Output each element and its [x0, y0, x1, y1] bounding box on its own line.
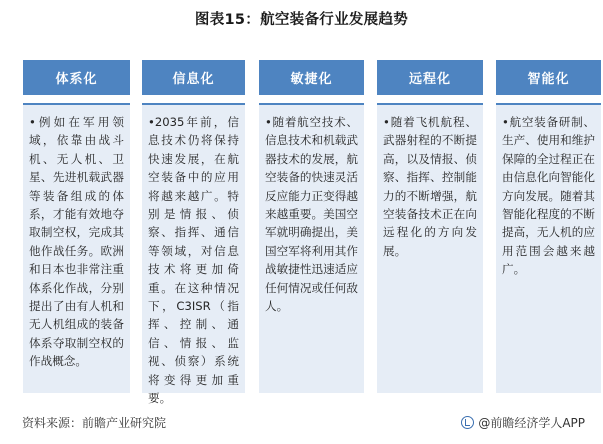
trend-body: •随着飞机航程、武器射程的不断提高，以及情报、侦察、指挥、控制能力的不断增强，航空装备技术正在向远程化的方向发展。 — [377, 103, 483, 393]
trend-header: 智能化 — [496, 60, 601, 95]
brand-text: @前瞻经济学人APP — [478, 416, 585, 430]
trend-header: 敏捷化 — [259, 60, 364, 95]
trend-body: •例如在军用领域，依靠由战斗机、无人机、卫星、先进机载武器等装备组成的体系，才能有效地夺取制空权，完成其他作战任务。欧洲和日本也非常注重体系化作战，分别提出了由有人机和无人机组成的装备体系夺取制空权的作战概念。 — [23, 103, 130, 393]
trend-body: •2035年前，信息技术仍将保持快速发展，在航空装备中的应用将越来越广。特别是情报、侦察、指挥、通信等领域，对信息技术将更加倚重。在这种情况下，C3ISR（指挥、控制、通信、情报、监视、侦察）系统将变得更加重要。 — [142, 103, 245, 393]
qianzhan-logo-icon — [461, 416, 474, 429]
trend-column-informatization — [142, 60, 245, 406]
trend-header: 体系化 — [23, 60, 130, 95]
trend-header: 信息化 — [142, 60, 245, 95]
trend-body: •随着航空技术、信息技术和机载武器技术的发展，航空装备的快速灵活反应能力正变得越来越重要。美国空军就明确提出，美国空军将利用其作战敏捷性迅速适应任何情况或任何敌人。 — [259, 103, 364, 393]
trend-body: •航空装备研制、生产、使用和维护保障的全过程正在由信息化向智能化方向发展。随着其智能化程度的不断提高，无人机的应用范围会越来越广。 — [496, 103, 601, 393]
trend-column-systematization — [23, 60, 130, 393]
source-note: 资料来源：前瞻产业研究院 — [22, 416, 167, 430]
trend-column-agility — [259, 60, 364, 393]
trend-column-long-range — [377, 60, 483, 393]
trend-column-intelligence — [496, 60, 601, 393]
trend-header: 远程化 — [377, 60, 483, 95]
page-title: 图表15：航空装备行业发展趋势 — [194, 12, 409, 28]
brand-credit — [461, 414, 585, 431]
